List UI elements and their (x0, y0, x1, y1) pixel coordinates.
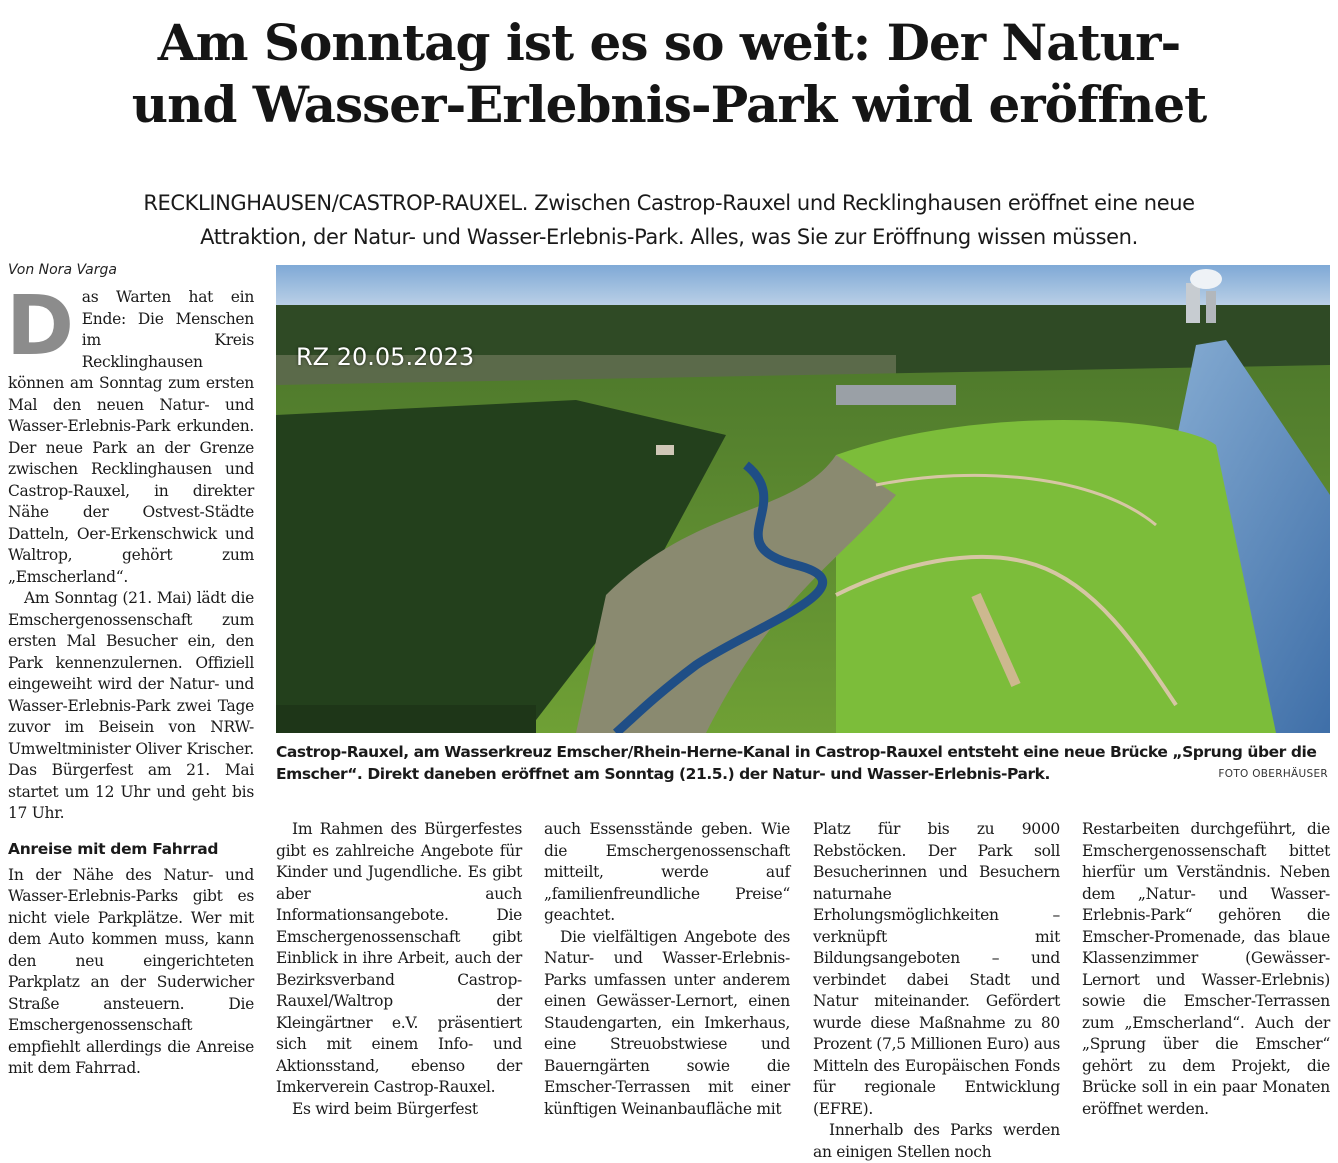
article-column-4 (813, 819, 1060, 1163)
paragraph: Am Sonntag (21. Mai) lädt die Emschergenossenschaft zum ersten Mal Besucher ein, den Park kennenzulernen. Offiziell eingeweiht wird der Natur- und Wasser-Erlebnis-Park zwei Tage zuvor im Beisein von NRW-Umweltminister Oliver Krischer. Das Bürgerfest am 21. Mai startet um 12 Uhr und geht bis 17 Uhr. (8, 589, 254, 822)
paragraph: Es wird beim Bürgerfest (292, 1099, 478, 1118)
lead-line-1: RECKLINGHAUSEN/CASTROP-RAUXEL. Zwischen Castrop-Rauxel und Recklinghausen eröffnet eine neue (143, 191, 1195, 215)
lead-paragraph (60, 186, 1278, 254)
paragraph: auch Essensstände geben. Wie die Emschergenossenschaft mitteilt, werde auf „familienfreundliche Preise“ geachtet. (544, 820, 790, 924)
lead-line-2: Attraktion, der Natur- und Wasser-Erlebnis-Park. Alles, was Sie zur Eröffnung wissen müssen. (200, 225, 1138, 249)
article-column-2 (276, 819, 522, 1120)
aerial-landscape-image (276, 265, 1330, 733)
drop-cap: D (6, 279, 74, 374)
paragraph-text: as Warten hat ein Ende: Die Menschen im Kreis Recklinghausen können am Sonntag zum ersten Mal den neuen Natur- und Wasser-Erlebnis-Park erkunden. Der neue Park an der Grenze zwischen Recklinghausen und Castrop-Rauxel, in direkter Nähe der Ostvest-Städte Datteln, Oer-Erkenschwick und Waltrop, gehört zum „Emscherland“. (8, 288, 254, 586)
paragraph: Die vielfältigen Angebote des Natur- und Wasser-Erlebnis-Parks umfassen unter anderem einen Gewässer-Lernort, einen Staudengarten, ein Imkerhaus, eine Streuobstwiese und Bauerngärten sowie die Emscher-Terrassen mit einer künftigen Weinanbaufläche mit (544, 927, 790, 1118)
paragraph: Im Rahmen des Bürgerfestes gibt es zahlreiche Angebote für Kinder und Jugendliche. Es gibt aber auch Informationsangebote. Die Emschergenossenschaft gibt Einblick in ihre Arbeit, auch der Bezirksverband Castrop-Rauxel/Waltrop der Kleingärtner e.V. präsentiert sich mit einem Info- und Aktionsstand, ebenso der Imkerverein Castrop-Rauxel. (276, 820, 522, 1096)
headline (0, 12, 1338, 136)
paragraph: Restarbeiten durchgeführt, die Emschergenossenschaft bittet hierfür um Verständnis. Neben dem „Natur- und Wasser-Erlebnis-Park“ gehören die Emscher-Promenade, das blaue Klassenzimmer (Gewässer-Lernort und Wasser-Erlebnis) sowie die Emscher-Terrassen zum „Emscherland“. Auch der „Sprung über die Emscher“ gehört zu dem Projekt, die Brücke soll in ein paar Monaten eröffnet werden. (1082, 820, 1330, 1118)
aerial-photo (276, 265, 1330, 733)
paragraph: Innerhalb des Parks werden an einigen Stellen noch (813, 1121, 1060, 1161)
headline-line-2: und Wasser-Erlebnis-Park wird eröffnet (131, 75, 1207, 134)
article-column-5 (1082, 819, 1330, 1120)
subheading: Anreise mit dem Fahrrad (8, 839, 219, 858)
byline: Von Nora Varga (8, 262, 117, 278)
article-column-1 (6, 279, 254, 1080)
caption-line-1: Castrop-Rauxel, am Wasserkreuz Emscher/Rhein-Herne-Kanal in Castrop-Rauxel entsteht eine neue Brücke „Sprung über die (276, 743, 1317, 761)
paragraph: Platz für bis zu 9000 Rebstöcken. Der Park soll Besucherinnen und Besuchern naturnahe Erholungsmöglichkeiten – verknüpft mit Bildungsangeboten – und verbindet dabei Stadt und Natur miteinander. Gefördert wurde diese Maßnahme zu 80 Prozent (7,5 Millionen Euro) aus Mitteln des Europäischen Fonds für regionale Entwicklung (EFRE). (813, 820, 1060, 1118)
date-stamp: RZ 20.05.2023 (296, 343, 475, 371)
paragraph: In der Nähe des Natur- und Wasser-Erlebnis-Parks gibt es nicht viele Parkplätze. Wer mit dem Auto kommen muss, kann den neu eingerichteten Parkplatz an der Suderwicher Straße ansteuern. Die Emschergenossenschaft empfiehlt allerdings die Anreise mit dem Fahrrad. (8, 865, 254, 1077)
caption-line-2: Emscher“. Direkt daneben eröffnet am Sonntag (21.5.) der Natur- und Wasser-Erlebnis-Park. (276, 765, 1050, 783)
paragraph (6, 279, 254, 588)
photo-credit: FOTO OBERHÄUSER (1218, 768, 1328, 780)
headline-line-1: Am Sonntag ist es so weit: Der Natur- (157, 13, 1181, 72)
article-column-3 (544, 819, 790, 1120)
photo-caption (276, 741, 1330, 785)
